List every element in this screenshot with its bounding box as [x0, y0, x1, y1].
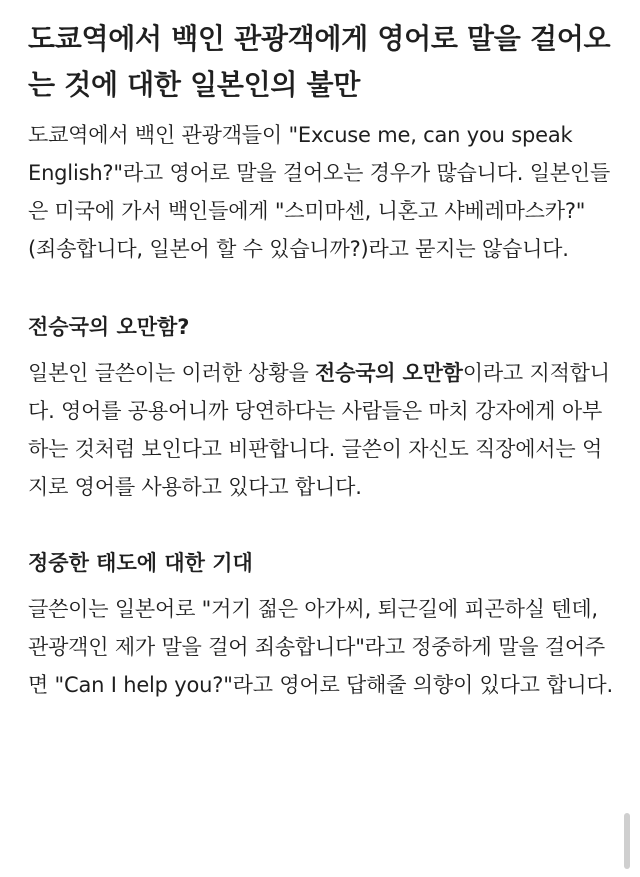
paragraph-text: 일본인 글쓴이는 이러한 상황을 [28, 361, 316, 385]
article [28, 16, 614, 704]
paragraph-text: 이라고 지적합니다. 영어를 공용어니까 당연하다는 사람들은 마치 강자에게 아부하는 것처럼 보인다고 비판합니다. 글쓴이 자신도 직장에서는 억지로 영어를 사용하고 있다고 합니다. [28, 361, 610, 499]
section-paragraph-politeness: 글쓴이는 일본어로 "거기 젊은 아가씨, 퇴근길에 피곤하실 텐데, 관광객인 제가 말을 걸어 죄송합니다"라고 정중하게 말을 걸어주면 "Can I help you?"라고 영어로 답해줄 의향이 있다고 합니다. [28, 597, 613, 697]
section-paragraph-arrogance [28, 354, 614, 506]
scrollbar-thumb[interactable] [624, 813, 630, 869]
emphasis-text: 전승국의 오만함 [315, 361, 463, 385]
intro-paragraph: 도쿄역에서 백인 관광객들이 "Excuse me, can you speak English?"라고 영어로 말을 걸어오는 경우가 많습니다. 일본인들은 미국에 가서 백인들에게 "스미마센, 니혼고 샤베레마스카?" (죄송합니다, 일본어 할 수 있습니까?)라고 묻지는 않습니다. [28, 123, 611, 261]
article-title: 도쿄역에서 백인 관광객에게 영어로 말을 걸어오는 것에 대한 일본인의 불만 [28, 22, 611, 101]
section-heading-politeness: 정중한 태도에 대한 기대 [28, 551, 253, 575]
section-heading-arrogance: 전승국의 오만함? [28, 315, 190, 339]
